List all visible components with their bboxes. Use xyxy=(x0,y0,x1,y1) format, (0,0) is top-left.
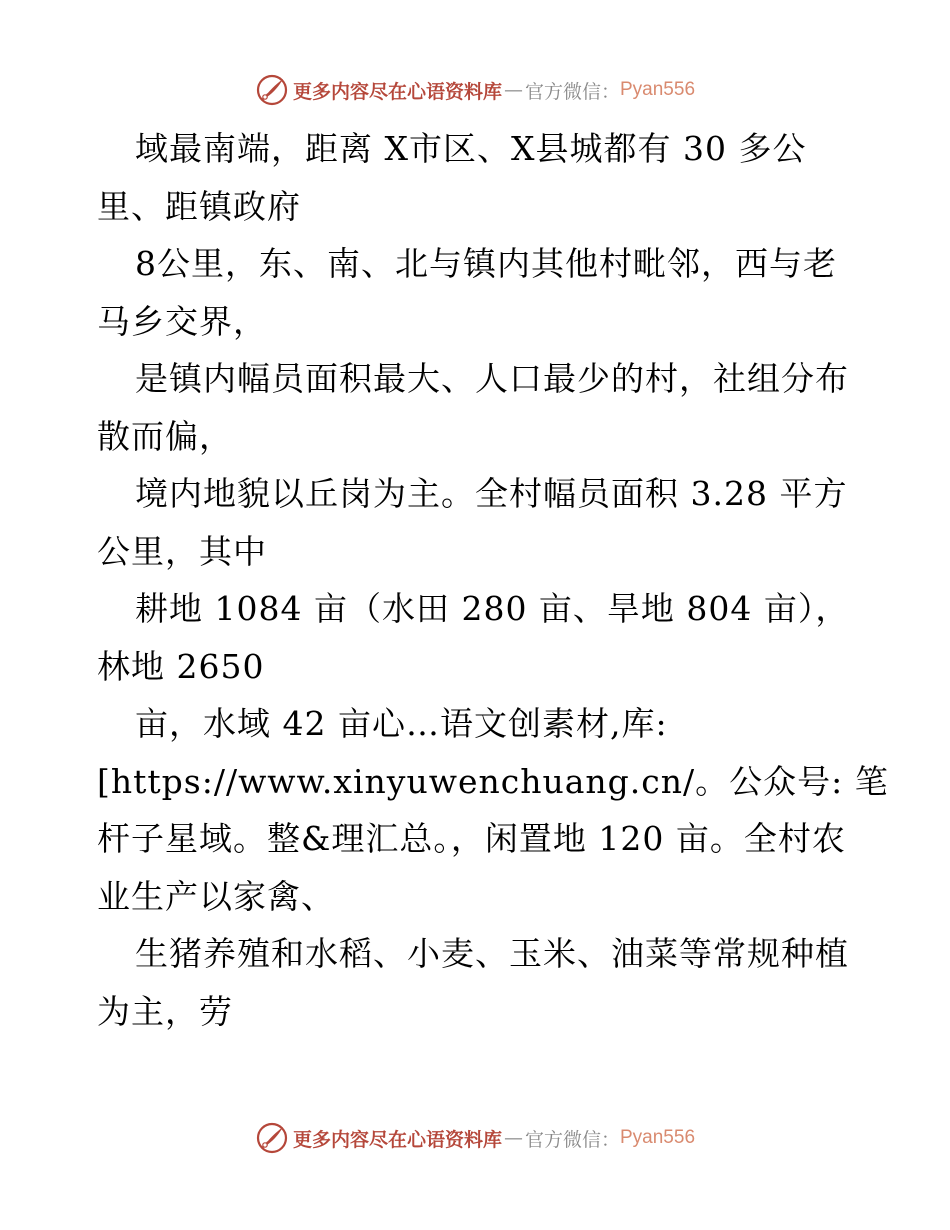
banner-dash: — xyxy=(503,1127,523,1149)
text-line: 8公里，东、南、北与镇内其他村毗邻，西与老 xyxy=(135,244,837,283)
text-line: 公里，其中 xyxy=(97,531,267,571)
text-line: 亩，水域 42 亩心…语文创素材,库: xyxy=(135,704,668,743)
text-line: 杆子星域。整&理汇总。，闲置地 120 亩。全村农 xyxy=(97,819,846,858)
text-line: 生猪养殖和水稻、小麦、玉米、油菜等常规种植 xyxy=(135,934,849,973)
banner-dash: — xyxy=(503,79,523,101)
text-line: 为主，劳 xyxy=(97,991,233,1031)
text-line: 林地 2650 xyxy=(97,646,265,686)
banner-wechat-label: 官方微信： xyxy=(524,80,620,103)
banner-wechat-handle: Pyan556 xyxy=(620,79,696,100)
quill-logo-icon xyxy=(255,1121,289,1155)
banner-brand-text: 更多内容尽在心语资料库 xyxy=(292,80,502,103)
text-line: 境内地貌以丘岗为主。全村幅员面积 3.28 平方 xyxy=(135,474,848,513)
banner-wechat-handle: Pyan556 xyxy=(620,1127,696,1148)
text-line: 是镇内幅员面积最大、人口最少的村，社组分布 xyxy=(135,359,849,398)
banner-brand-text: 更多内容尽在心语资料库 xyxy=(292,1128,502,1151)
text-line: 里、距镇政府 xyxy=(97,186,301,226)
header-banner xyxy=(0,70,950,110)
text-line: 耕地 1084 亩（水田 280 亩、旱地 804 亩）， xyxy=(135,589,850,628)
footer-banner xyxy=(0,1118,950,1158)
document-body xyxy=(97,120,889,1040)
text-line: 域最南端，距离 X市区、X县城都有 30 多公 xyxy=(135,129,807,168)
banner-wechat-label: 官方微信： xyxy=(524,1128,620,1151)
quill-logo-icon xyxy=(255,73,289,107)
text-line: 马乡交界， xyxy=(97,301,267,341)
text-line: [https://www.xinyuwenchuang.cn/。公众号: 笔 xyxy=(97,761,889,801)
text-line: 业生产以家禽、 xyxy=(97,876,335,916)
text-line: 散而偏， xyxy=(97,416,233,456)
